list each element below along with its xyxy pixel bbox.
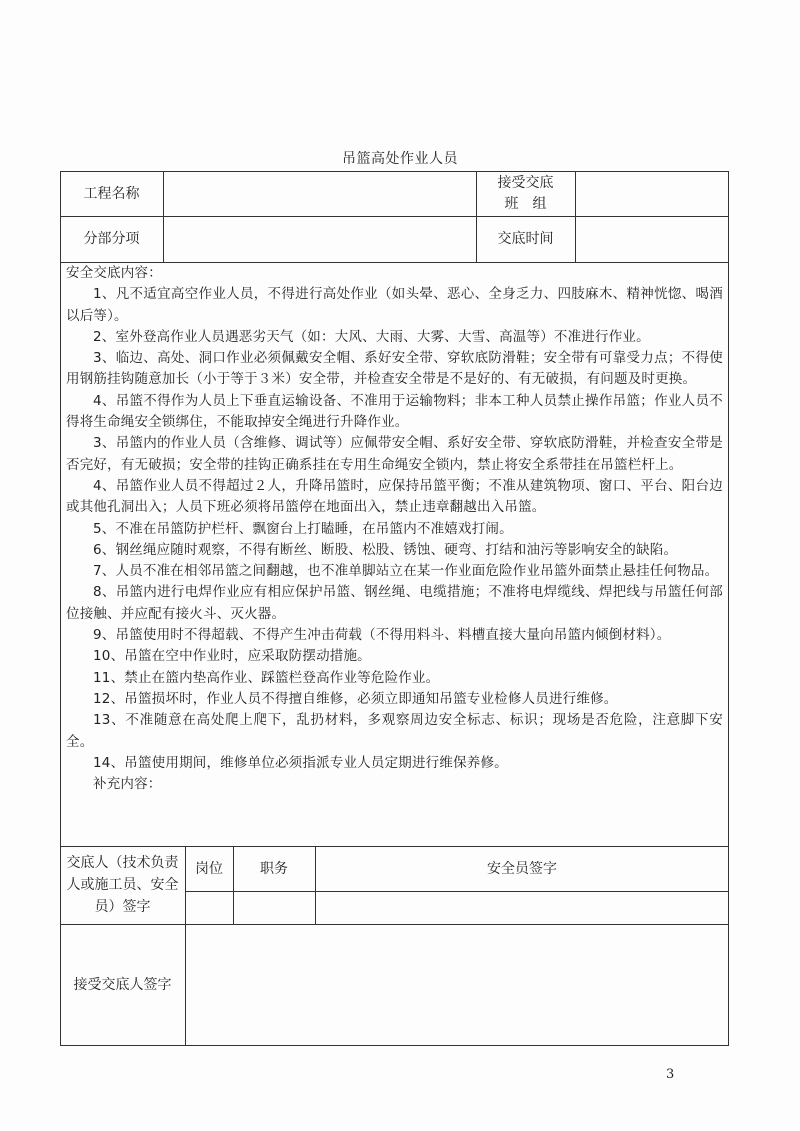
briefing-time-label: 交底时间 bbox=[497, 231, 554, 247]
supplement-label: 补充内容： bbox=[93, 776, 162, 793]
content-item: 11、禁止在篮内垫高作业、踩篮栏登高作业等危险作业。 bbox=[93, 669, 440, 686]
subproject-value[interactable] bbox=[164, 217, 475, 262]
content-item: 3、吊篮内的作业人员（含维修、调试等）应佩带安全帽、系好安全带、穿软底防滑鞋，并检查安全带是否完好，有无破损；安全带的挂钩正确系挂在专用生命绳安全锁内，禁止将安全系带挂在吊篮栏杆上。 bbox=[66, 435, 723, 473]
receiving-team-value[interactable] bbox=[576, 172, 728, 216]
project-name-label: 工程名称 bbox=[83, 185, 140, 202]
content-item: 1、凡不适宜高空作业人员，不得进行高处作业（如头晕、恶心、全身乏力、四肢麻木、精神恍惚、喝酒以后等）。 bbox=[66, 286, 723, 324]
briefing-time-value[interactable] bbox=[576, 217, 728, 262]
content-item: 10、吊篮在空中作业时，应采取防摆动措施。 bbox=[93, 648, 371, 665]
post-value[interactable] bbox=[186, 892, 232, 923]
content-item: 8、吊篮内进行电焊作业应有相应保护吊篮、钢丝绳、电缆措施；不准将电焊缆线、焊把线与吊篮任何部位接触、并应配有接火斗、灭火器。 bbox=[66, 584, 723, 622]
receiver-label: 接受交底人签字 bbox=[73, 977, 172, 993]
receiver-signature[interactable] bbox=[186, 925, 728, 1045]
page-title: 吊篮高处作业人员 bbox=[342, 151, 458, 167]
content-item: 13、不准随意在高处爬上爬下，乱扔材料，多观察周边安全标志、标识；现场是否危险，注意脚下安全。 bbox=[66, 712, 723, 750]
content-heading: 安全交底内容： bbox=[66, 265, 162, 281]
content-item: 6、钢丝绳应随时观察，不得有断丝、断股、松股、锈蚀、硬弯、打结和油污等影响安全的缺陷。 bbox=[93, 541, 678, 558]
project-name-value[interactable] bbox=[164, 172, 475, 216]
content-item: 2、室外登高作业人员遇恶劣天气（如：大风、大雨、大雾、大雪、高温等）不准进行作业。 bbox=[93, 328, 650, 345]
safety-officer-label: 安全员签字 bbox=[487, 860, 557, 877]
receiving-team-label-line2: 班 组 bbox=[504, 195, 547, 212]
content-item: 7、人员不准在相邻吊篮之间翻越，也不准单脚站立在某一作业面危险作业吊篮外面禁止悬挂任何物品。 bbox=[93, 563, 719, 580]
content-item: 4、吊篮不得作为人员上下垂直运输设备、不准用于运输物料；非本工种人员禁止操作吊篮；作业人员不得将生命绳安全锁绑住，不能取掉安全绳进行升降作业。 bbox=[66, 392, 723, 431]
content-item: 12、吊篮损坏时，作业人员不得擅自维修，必须立即通知吊篮专业检修人员进行维修。 bbox=[93, 690, 618, 707]
briefer-label-line1: 交底人（技术负责 bbox=[66, 855, 179, 871]
page-number: 3 bbox=[666, 1067, 675, 1082]
content-item: 4、吊篮作业人员不得超过２人，升降吊篮时，应保持吊篮平衡；不准从建筑物项、窗口、平台、阳台边或其他孔洞出入；人员下班必须将吊篮停在地面出入，禁止违章翻越出入吊篮。 bbox=[66, 477, 723, 516]
post-label: 岗位 bbox=[195, 860, 223, 877]
safety-officer-signature[interactable] bbox=[316, 892, 728, 923]
subproject-label: 分部分项 bbox=[83, 231, 140, 247]
briefer-label-line2: 人或施工员、安全 bbox=[66, 877, 179, 893]
duty-value[interactable] bbox=[234, 892, 314, 923]
content-item: 14、吊篮使用期间，维修单位必须指派专业人员定期进行维保养修。 bbox=[93, 754, 508, 771]
content-item: 5、不准在吊篮防护栏杆、飘窗台上打瞌睡，在吊篮内不准嬉戏打闹。 bbox=[93, 520, 513, 537]
receiving-team-label-line1: 接受交底 bbox=[497, 174, 554, 191]
content-item: 9、吊篮使用时不得超载、不得产生冲击荷载（不得用料斗、料槽直接大量向吊篮内倾倒材料）。 bbox=[93, 627, 671, 644]
content-item: 3、临边、高处、洞口作业必须佩戴安全帽、系好安全带、穿软底防滑鞋；安全带有可靠受力点；不得使用钢筋挂钩随意加长（小于等于３米）安全带，并检查安全带是不是好的、有无破损，有问题及时更换。 bbox=[66, 350, 723, 388]
duty-label: 职务 bbox=[260, 860, 288, 877]
briefer-label-line3: 员）签字 bbox=[94, 899, 151, 915]
briefing-content bbox=[66, 263, 723, 795]
